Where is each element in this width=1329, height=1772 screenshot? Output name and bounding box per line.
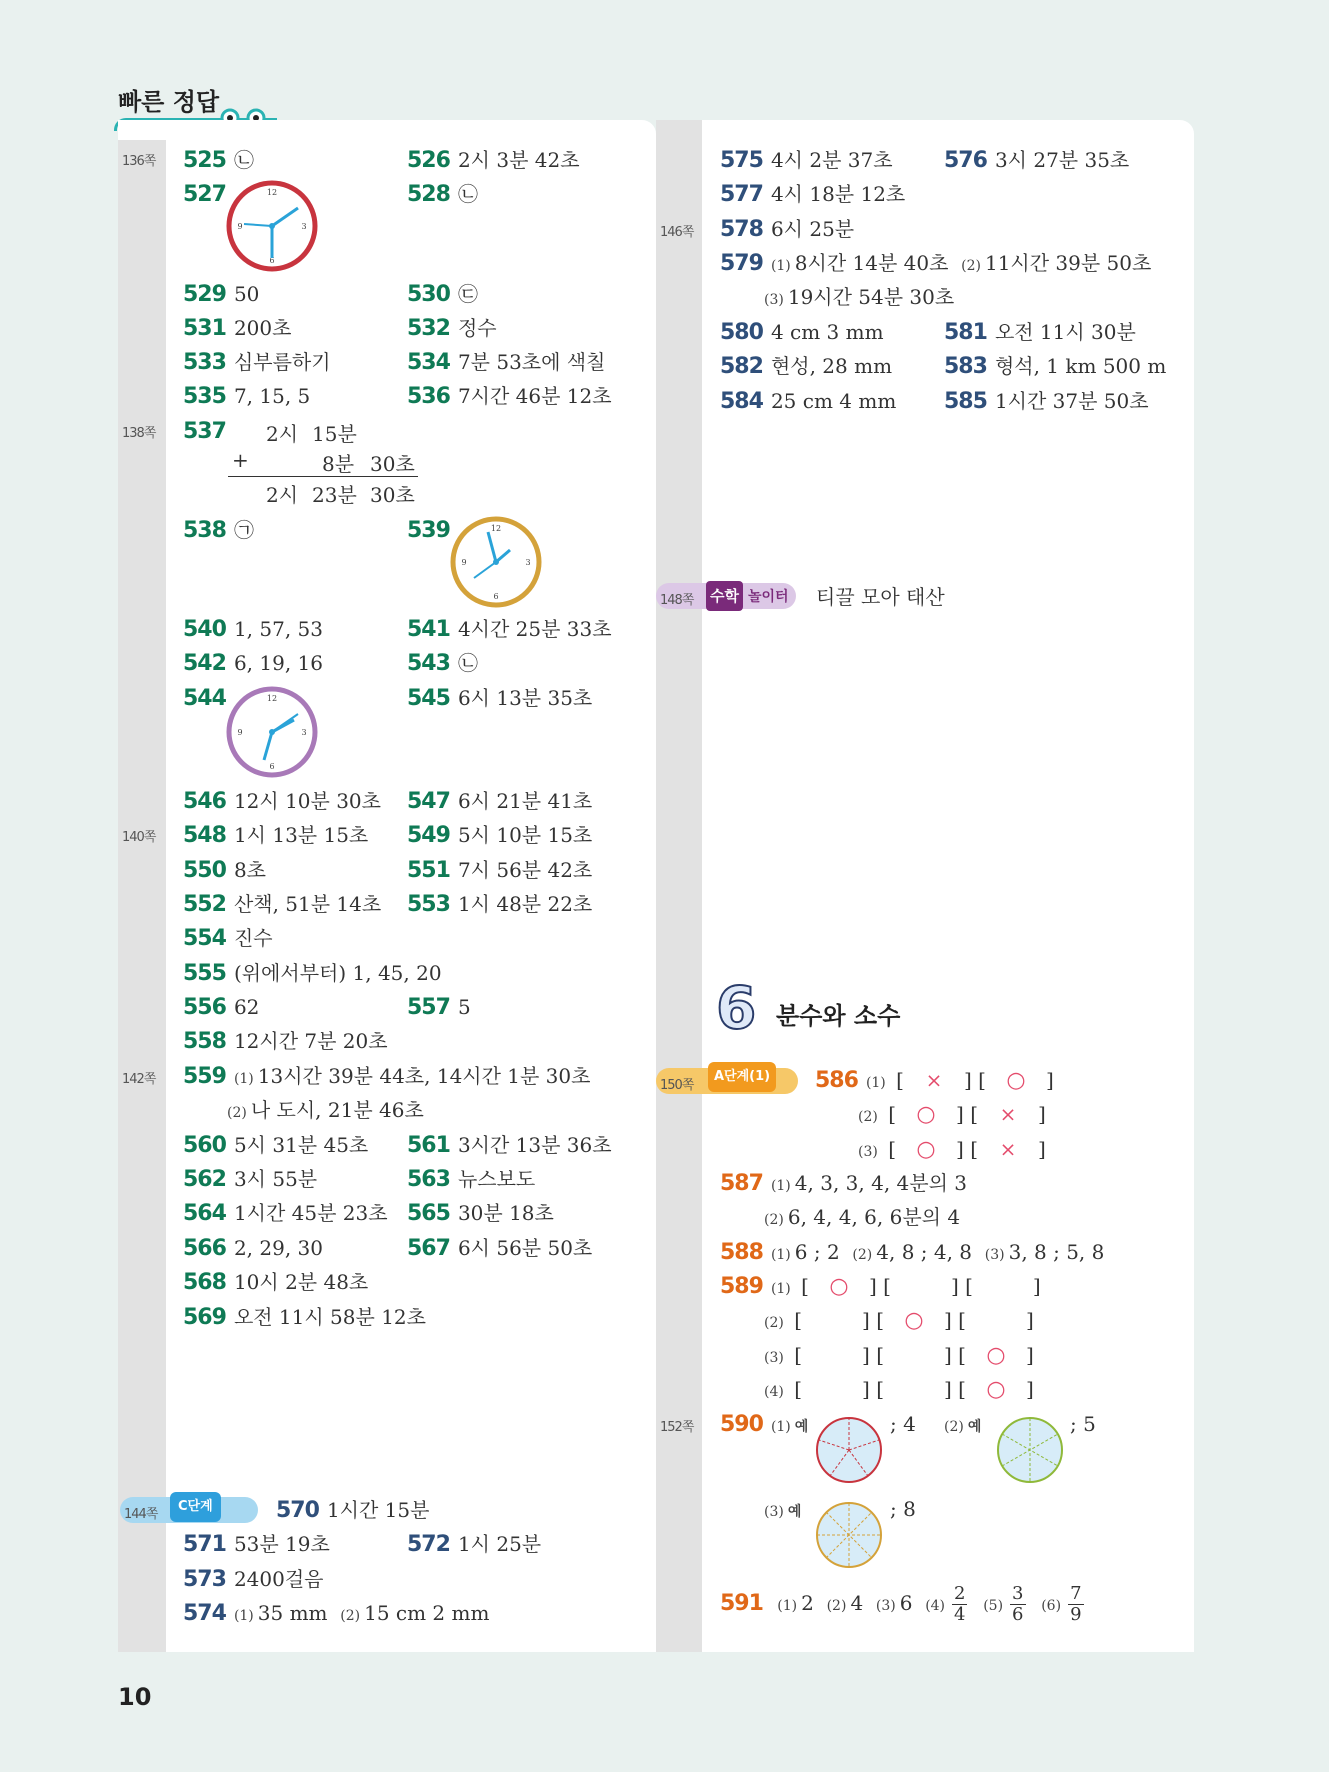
answer-item: 530 ㉢: [407, 282, 478, 307]
svg-text:12: 12: [266, 694, 278, 703]
answer-item: 588 (1) 6 ; 2 (2) 4, 8 ; 4, 8 (3) 3, 8 ; 5, 8: [720, 1240, 1105, 1265]
answer-item: 591 (1) 2 (2) 4 (3) 6 (4) $\frac{2}{4}$ (5) $\frac{3}{6}$ (6) $\frac{7}{9}$: [720, 1583, 1082, 1625]
answer-item: 563 뉴스보도: [407, 1167, 536, 1192]
answer-item: 575 4시 2분 37초: [720, 148, 893, 173]
clock-icon: [226, 686, 318, 778]
answer-subitem: (4) [ ] [ ] [ ○ ]: [764, 1377, 1034, 1402]
answer-item: 583 형석, 1 km 500 m: [944, 354, 1167, 379]
answer-subitem: (2) [ ] [ ○ ] [ ]: [764, 1308, 1034, 1333]
answer-item: 576 3시 27분 35초: [944, 148, 1130, 173]
circle-divided-8-icon: [814, 1500, 884, 1570]
clock-icon: [226, 180, 318, 272]
page-number: 10: [118, 1683, 152, 1711]
answer-item: 550 8초: [183, 858, 266, 883]
answer-subitem: (2) [ ○ ] [ × ]: [858, 1102, 1046, 1127]
page-ref: 150쪽: [660, 1078, 694, 1093]
answer-item: 561 3시간 13분 36초: [407, 1133, 612, 1158]
answer-item: 555 (위에서부터) 1, 45, 20: [183, 961, 442, 986]
answer-item: 525 ㉡: [183, 148, 254, 173]
answer-item: 544: [183, 686, 226, 711]
answer-subitem: (2) 6, 4, 4, 6, 6분의 4: [764, 1205, 961, 1229]
answer-item: 581 오전 11시 30분: [944, 320, 1136, 345]
answer-subitem: (2) 나 도시, 21분 46초: [227, 1098, 424, 1122]
stage-badge-a: A단계(1): [708, 1062, 776, 1092]
answer-item: 542 6, 19, 16: [183, 651, 323, 676]
svg-text:9: 9: [461, 558, 467, 567]
section-title: 빠른 정답: [118, 88, 220, 116]
answer-item: 559 (1) 13시간 39분 44초, 14시간 1분 30초: [183, 1064, 591, 1089]
answer-item: 543 ㉡: [407, 651, 478, 676]
answer-subitem: (3) 예: [764, 1504, 802, 1520]
answer-item: 545 6시 13분 35초: [407, 686, 593, 711]
play-answer: 티끌 모아 태산: [816, 585, 945, 609]
svg-text:9: 9: [237, 728, 243, 737]
answer-item: 590 (1) 예: [720, 1412, 809, 1437]
svg-text:6: 6: [269, 762, 275, 771]
answer-item: 538 ㉠: [183, 518, 254, 543]
answer-item: 571 53분 19초: [183, 1532, 330, 1557]
answer-item: 567 6시 56분 50초: [407, 1236, 593, 1261]
clock-icon: [450, 516, 542, 608]
answer-item: 586 (1) [ × ] [ ○ ]: [815, 1068, 1054, 1093]
circle-divided-6-icon: [995, 1415, 1065, 1485]
left-gutter: [118, 140, 166, 1652]
answer-item: 553 1시 48분 22초: [407, 892, 593, 917]
answer-item: 552 산책, 51분 14초: [183, 892, 382, 917]
svg-text:3: 3: [301, 728, 307, 737]
answer-item: 580 4 cm 3 mm: [720, 320, 884, 345]
answer-item: 532 정수: [407, 316, 497, 341]
answer-item: 529 50: [183, 282, 260, 307]
svg-text:12: 12: [266, 188, 278, 197]
circle-divided-5-icon: [814, 1415, 884, 1485]
answer-item: 574 (1) 35 mm (2) 15 cm 2 mm: [183, 1601, 490, 1626]
answer-item: 582 현성, 28 mm: [720, 354, 893, 379]
page-ref: 146쪽: [660, 225, 694, 240]
svg-text:6: 6: [493, 592, 499, 601]
answer-item: 572 1시 25분: [407, 1532, 542, 1557]
page-ref: 148쪽: [660, 593, 694, 608]
answer-item: 537: [183, 419, 226, 444]
playground-label: 놀이터: [748, 589, 789, 605]
fraction: $\frac{2}{4}$: [954, 1583, 966, 1625]
answer-item: 579 (1) 8시간 14분 40초 (2) 11시간 39분 50초: [720, 251, 1152, 276]
svg-text:3: 3: [301, 222, 307, 231]
answer-item: 541 4시간 25분 33초: [407, 617, 612, 642]
answer-item: 557 5: [407, 995, 471, 1020]
answer-item: 546 12시 10분 30초: [183, 789, 381, 814]
fraction: $\frac{7}{9}$: [1070, 1583, 1082, 1625]
answer-item: 562 3시 55분: [183, 1167, 318, 1192]
answer-item: 534 7분 53초에 색칠: [407, 350, 606, 375]
answer-item: 533 심부름하기: [183, 350, 331, 375]
page-ref: 152쪽: [660, 1420, 694, 1435]
answer-item: 569 오전 11시 58분 12초: [183, 1305, 426, 1330]
svg-text:6: 6: [269, 256, 275, 265]
answer-item: 566 2, 29, 30: [183, 1236, 323, 1261]
answer-item: 558 12시간 7분 20초: [183, 1029, 388, 1054]
answer-item: 584 25 cm 4 mm: [720, 389, 897, 414]
answer-item: 549 5시 10분 15초: [407, 823, 593, 848]
answer-item: 556 62: [183, 995, 260, 1020]
answer-subitem: (2) 예: [944, 1419, 982, 1435]
suhak-badge: 수학: [706, 581, 743, 611]
answer-item: 568 10시 2분 48초: [183, 1270, 369, 1295]
answer-item: 551 7시 56분 42초: [407, 858, 593, 883]
answer-item: 539: [407, 518, 450, 543]
answer-item: 570 1시간 15분: [276, 1498, 430, 1523]
answer-item: 589 (1) [ ○ ] [ ] [ ]: [720, 1274, 1041, 1299]
svg-text:9: 9: [237, 222, 243, 231]
answer-item: 585 1시간 37분 50초: [944, 389, 1149, 414]
answer-item: 527: [183, 182, 226, 207]
page-ref: 138쪽: [122, 426, 156, 441]
fraction: $\frac{3}{6}$: [1012, 1583, 1024, 1625]
answer-text: ; 8: [890, 1497, 916, 1521]
answer-subitem: (3) [ ] [ ] [ ○ ]: [764, 1343, 1034, 1368]
answer-item: 587 (1) 4, 3, 3, 4, 4분의 3: [720, 1171, 967, 1196]
answer-item: 547 6시 21분 41초: [407, 789, 593, 814]
answer-item: 528 ㉡: [407, 182, 478, 207]
answer-subitem: (3) 19시간 54분 30초: [764, 285, 955, 309]
answer-item: 573 2400걸음: [183, 1567, 324, 1592]
page-ref: 136쪽: [122, 154, 156, 169]
answer-item: 564 1시간 45분 23초: [183, 1201, 388, 1226]
answer-text: ; 4: [890, 1412, 916, 1436]
answer-text: ; 5: [1070, 1412, 1096, 1436]
chapter-number: 6: [716, 974, 757, 1042]
answer-item: 531 200초: [183, 316, 292, 341]
answer-item: 536 7시간 46분 12초: [407, 384, 612, 409]
page-ref: 144쪽: [124, 1507, 158, 1522]
svg-text:12: 12: [490, 524, 502, 533]
calc-537: 2시 15분 + 8분 30초 2시 23분 30초: [228, 418, 418, 507]
stage-badge-c: C단계: [170, 1492, 221, 1522]
answer-item: 548 1시 13분 15초: [183, 823, 369, 848]
answer-item: 535 7, 15, 5: [183, 384, 311, 409]
answer-item: 577 4시 18분 12초: [720, 182, 906, 207]
page-ref: 142쪽: [122, 1072, 156, 1087]
answer-item: 565 30분 18초: [407, 1201, 554, 1226]
answer-item: 560 5시 31분 45초: [183, 1133, 369, 1158]
answer-item: 526 2시 3분 42초: [407, 148, 580, 173]
chapter-title: 분수와 소수: [776, 1002, 901, 1030]
answer-item: 554 진수: [183, 926, 273, 951]
svg-text:3: 3: [525, 558, 531, 567]
answer-subitem: (3) [ ○ ] [ × ]: [858, 1137, 1046, 1162]
page-ref: 140쪽: [122, 830, 156, 845]
answer-item: 540 1, 57, 53: [183, 617, 323, 642]
answer-item: 578 6시 25분: [720, 217, 855, 242]
